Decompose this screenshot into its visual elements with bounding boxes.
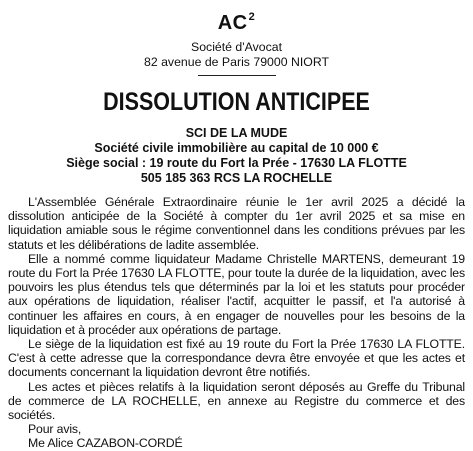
paragraph-decision: L'Assemblée Générale Extraordinaire réunie le 1er avril 2025 a décidé la dissolution anticipée de la Société à compter du 1er avril 2025 et sa mise en liquidation amiable sous le régime conventionnel dans les conditions prévues par les statuts et les délibérations de ladite assemblée. <box>8 195 465 252</box>
company-form: Société civile immobilière au capital de 10 000 € <box>94 141 379 155</box>
paragraph-filing: Les actes et pièces relatifs à la liquidation seront déposés au Greffe du Tribunal de commerce de LA ROCHELLE, en annexe au Registre du commerce et des sociétés. <box>8 379 465 423</box>
paragraph-liquidator: Elle a nommé comme liquidateur Madame Christelle MARTENS, demeurant 19 route du Fort la Prée 17630 LA FLOTTE, pour toute la durée de la liquidation, avec les pouvoirs les plus étendus tels que déterminés par la loi et les statuts pour procéder aux opérations de liquidation, réaliser l'actif, acquitter le passif, et l'a autorisé à continuer les affaires en cours, à en engager de nouvelles pour les besoins de la liquidation et à procéder aux opérations de partage. <box>8 251 465 337</box>
signatory-name: Me Alice CAZABON-CORDÉ <box>28 436 183 451</box>
firm-address: 82 avenue de Paris 79000 NIORT <box>143 55 330 69</box>
firm-type: Société d'Avocat <box>191 40 282 54</box>
company-rcs: 505 185 363 RCS LA ROCHELLE <box>140 171 333 185</box>
firm-logo-superscript: 2 <box>248 11 256 23</box>
notice-title: DISSOLUTION ANTICIPEE <box>103 88 370 116</box>
company-seat: Siège social : 19 route du Fort la Prée - 17630 LA FLOTTE <box>66 156 407 170</box>
header-divider <box>198 75 276 76</box>
firm-logo-text: AC <box>217 12 248 34</box>
paragraph-seat: Le siège de la liquidation est fixé au 19 route du Fort la Prée 17630 LA FLOTTE. C'est à cette adresse que la correspondance devra être envoyée et que les actes et documents concernant la liquidation devront être notifiés. <box>8 337 465 380</box>
notice-body <box>8 195 465 451</box>
closing-salutation: Pour avis, <box>28 422 82 437</box>
firm-logo <box>8 6 465 34</box>
company-name: SCI DE LA MUDE <box>185 126 288 140</box>
